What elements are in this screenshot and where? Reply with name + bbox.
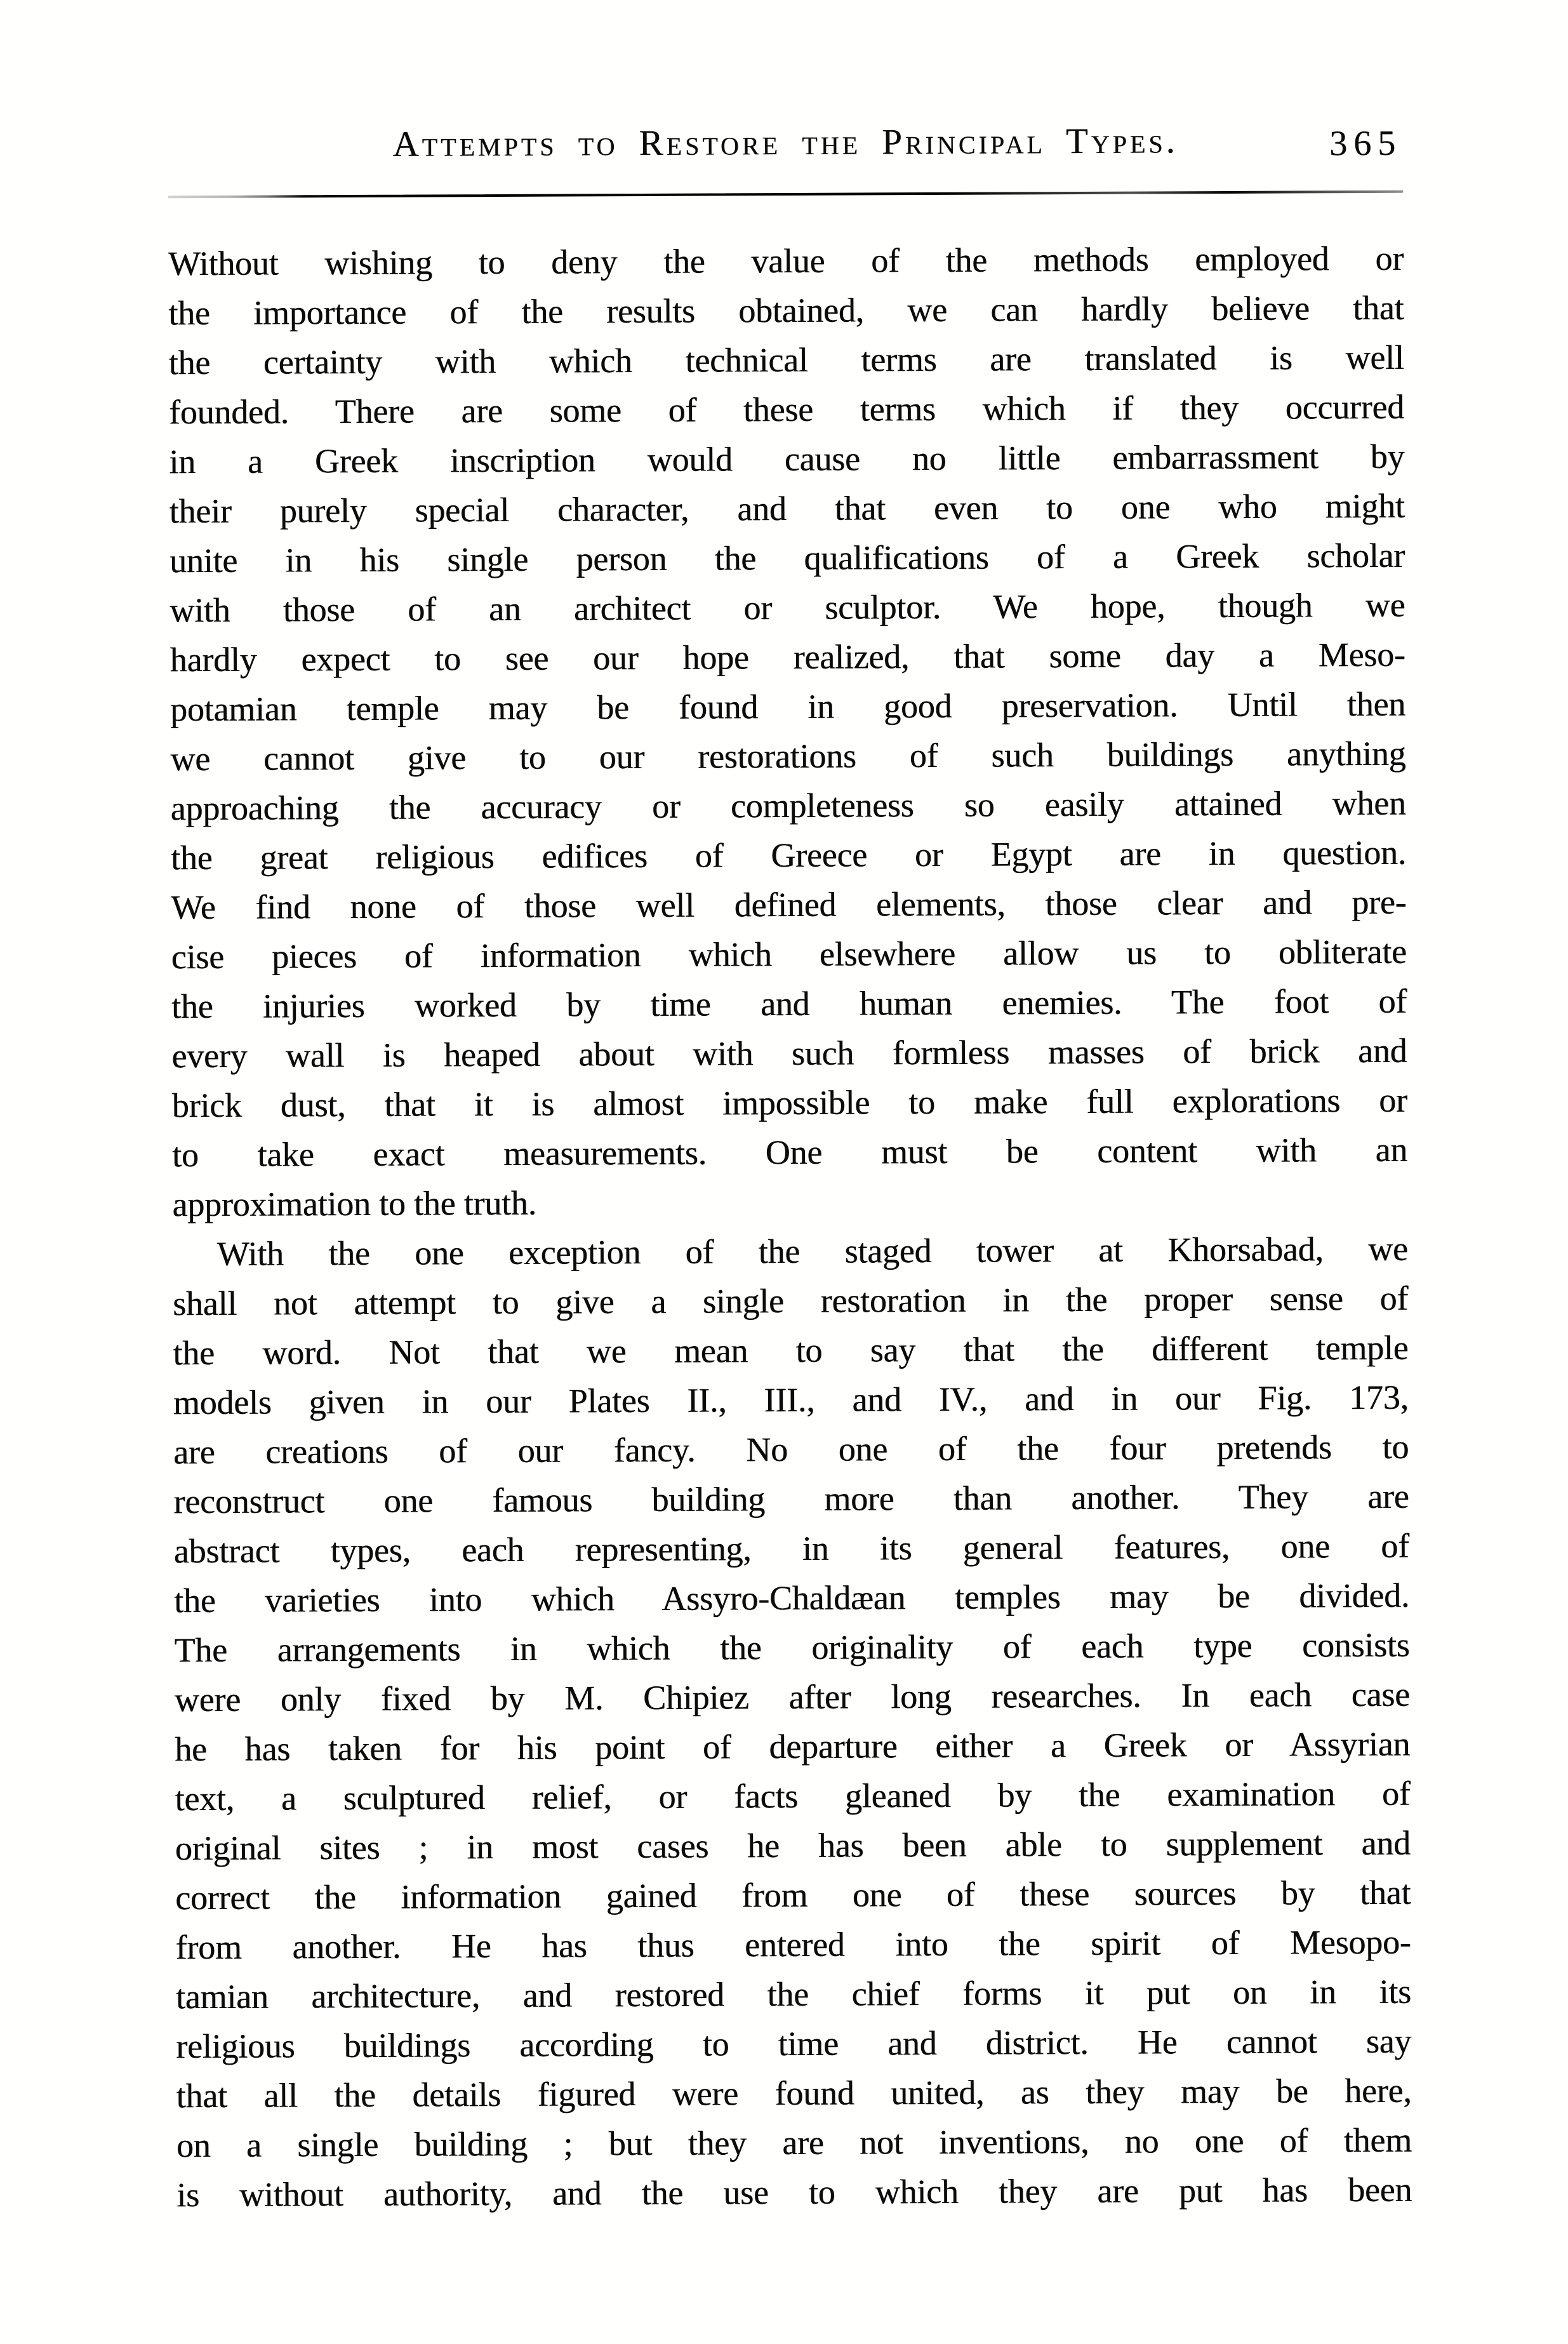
- text-line: text, a sculptured relief, or facts gleaned by the examination of: [175, 1774, 1411, 1818]
- text-line: founded. There are some of these terms which if they occurred: [168, 387, 1405, 432]
- text-line: their purely special character, and that even to one who might: [169, 486, 1405, 531]
- text-line: We find none of those well defined elements, those clear and pre-: [171, 882, 1407, 927]
- text-line: tamian architecture, and restored the chief forms it put on in its: [175, 1972, 1411, 2016]
- text-line: hardly expect to see our hope realized, that some day a Meso-: [169, 635, 1405, 679]
- text-line: the injuries worked by time and human enemies. The foot of: [171, 982, 1407, 1026]
- text-line: the great religious edifices of Greece or Egypt are in question.: [170, 833, 1407, 877]
- text-line: he has taken for his point of departure either a Greek or Assyrian: [175, 1724, 1411, 1769]
- text-line: religious buildings according to time and district. He cannot say: [176, 2021, 1412, 2066]
- text-line: models given in our Plates II., III., and IV., and in our Fig. 173,: [173, 1378, 1409, 1422]
- text-line: approximation to the truth.: [172, 1183, 537, 1224]
- text-line: reconstruct one famous building more than another. They are: [173, 1477, 1409, 1521]
- text-line: to take exact measurements. One must be content with an: [171, 1130, 1408, 1175]
- text-line: with those of an architect or sculptor. We hope, though we: [169, 585, 1405, 630]
- text-line: the varieties into which Assyro-Chaldæan temples may be divided.: [174, 1576, 1410, 1620]
- page-content: [168, 119, 1412, 2220]
- text-line: shall not attempt to give a single restoration in the proper sense of: [172, 1279, 1409, 1323]
- text-line: were only fixed by M. Chipiez after long researches. In each case: [174, 1675, 1410, 1719]
- text-line: original sites ; in most cases he has been able to supplement and: [175, 1823, 1411, 1868]
- text-line: the importance of the results obtained, we can hardly believe that: [168, 288, 1404, 333]
- header-title: Attempts to Restore the Principal Types.: [392, 121, 1178, 164]
- text-line: abstract types, each representing, in its general features, one of: [173, 1526, 1409, 1571]
- text-line: Without wishing to deny the value of the methods employed or: [168, 239, 1404, 283]
- running-header: [168, 119, 1403, 174]
- header-rule: [168, 190, 1403, 198]
- page-number: 365: [1329, 123, 1402, 164]
- text-line: correct the information gained from one of these sources by that: [175, 1873, 1411, 1917]
- text-line: is without authority, and the use to which they are put has been: [176, 2170, 1412, 2214]
- text-line: The arrangements in which the originality of each type consists: [174, 1625, 1410, 1670]
- paragraph: [168, 234, 1408, 1229]
- text-line: in a Greek inscription would cause no little embarrassment by: [169, 437, 1405, 481]
- text-line: that all the details figured were found united, as they may be here,: [176, 2071, 1412, 2115]
- text-line: on a single building ; but they are not inventions, no one of them: [176, 2121, 1412, 2165]
- text-line: the certainty with which technical terms are translated is well: [168, 338, 1404, 382]
- text-line: from another. He has thus entered into the spirit of Mesopo-: [175, 1922, 1411, 1967]
- text-line: brick dust, that it is almost impossible to make full explorations or: [171, 1081, 1407, 1125]
- text-line: With the one exception of the staged tower at Khorsabad, we: [216, 1229, 1408, 1273]
- text-line: the word. Not that we mean to say that the different temple: [173, 1328, 1409, 1373]
- text-line: every wall is heaped about with such formless masses of brick and: [171, 1031, 1407, 1075]
- text-line: potamian temple may be found in good preservation. Until then: [169, 684, 1406, 729]
- page-body: [168, 234, 1412, 2220]
- text-line: unite in his single person the qualifications of a Greek scholar: [169, 536, 1405, 580]
- text-line: we cannot give to our restorations of such buildings anything: [170, 734, 1406, 778]
- text-line: approaching the accuracy or completeness so easily attained when: [170, 783, 1406, 828]
- text-line: are creations of our fancy. No one of the four pretends to: [173, 1427, 1409, 1472]
- text-line: cise pieces of information which elsewhere allow us to obliterate: [171, 932, 1407, 976]
- paragraph: [173, 1224, 1412, 2220]
